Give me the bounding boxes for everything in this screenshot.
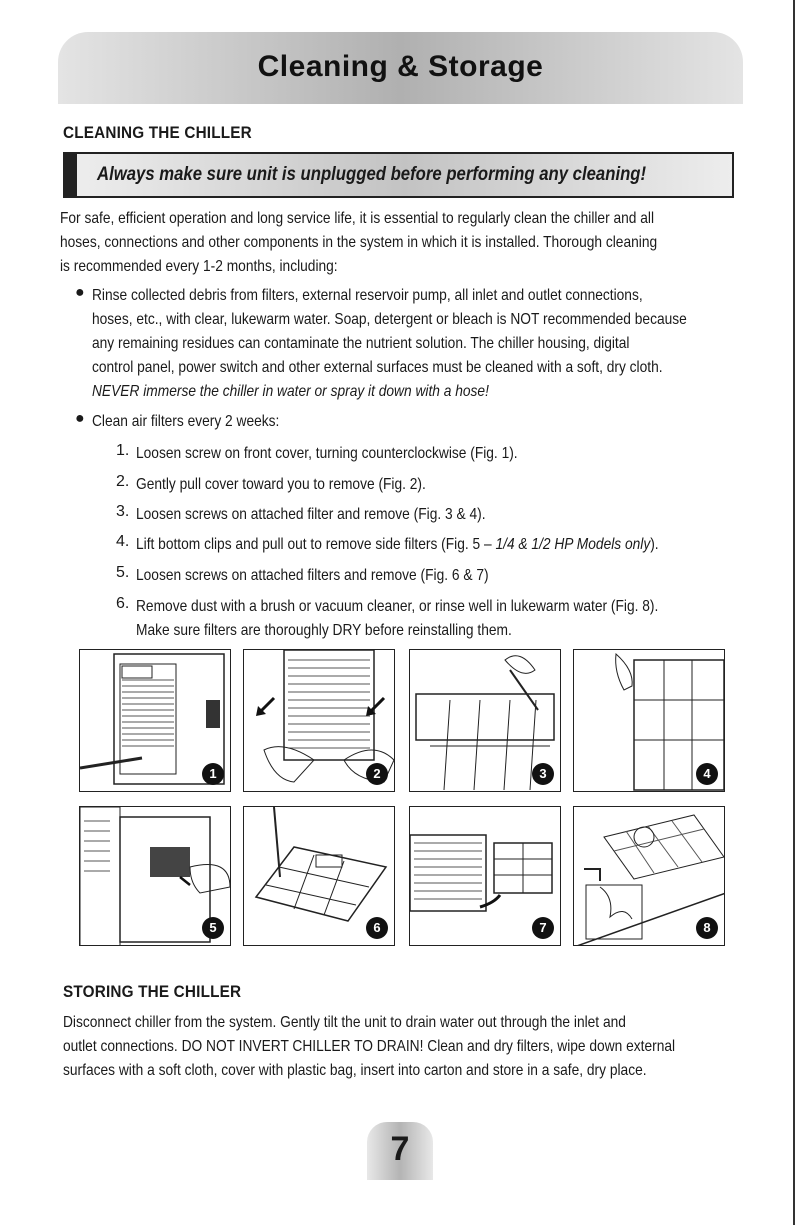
bullet1-line-3: any remaining residues can contaminate the nutrient solution. The chiller housing, digital	[92, 335, 630, 352]
step-number: 6.	[116, 595, 130, 612]
step-number: 1.	[116, 442, 130, 459]
figure-number-badge: 4	[696, 763, 718, 785]
step-text: Loosen screw on front cover, turning counterclockwise (Fig. 1).	[136, 445, 518, 462]
bullet-dot: ●	[75, 410, 85, 427]
step-number: 2.	[116, 473, 130, 490]
storing-heading: STORING THE CHILLER	[63, 982, 242, 1001]
bullet-dot: ●	[75, 284, 85, 301]
figure-number-badge: 1	[202, 763, 224, 785]
figure-number-badge: 5	[202, 917, 224, 939]
step-text: Loosen screws on attached filter and remove (Fig. 3 & 4).	[136, 506, 486, 523]
figure-1	[79, 649, 231, 792]
warning-box	[63, 152, 734, 198]
figure-number-badge: 7	[532, 917, 554, 939]
bullet1-note: NEVER immerse the chiller in water or spray it down with a hose!	[92, 383, 489, 400]
figure-number-badge: 2	[366, 763, 388, 785]
step-number: 3.	[116, 503, 130, 520]
step-number: 5.	[116, 564, 130, 581]
bullet1-line-1: Rinse collected debris from filters, external reservoir pump, all inlet and outlet connections,	[92, 287, 643, 304]
figure-number-badge: 6	[366, 917, 388, 939]
storing-line-3: surfaces with a soft cloth, cover with plastic bag, insert into carton and store in a safe, dry place.	[63, 1062, 647, 1079]
figure-3	[409, 649, 561, 792]
cleaning-heading: CLEANING THE CHILLER	[63, 123, 252, 142]
figure-6	[243, 806, 395, 946]
figure-number-badge: 3	[532, 763, 554, 785]
step-text: Gently pull cover toward you to remove (Fig. 2).	[136, 476, 426, 493]
step-text: Loosen screws on attached filters and remove (Fig. 6 & 7)	[136, 567, 489, 584]
step-text-end: ).	[650, 536, 659, 553]
step-text-main: Lift bottom clips and pull out to remove side filters (Fig. 5 –	[136, 536, 492, 553]
figure-8	[573, 806, 725, 946]
page-number: 7	[390, 1130, 410, 1168]
intro-line-2: hoses, connections and other components in the system in which it is installed. Thorough cleaning	[60, 234, 658, 251]
warning-text: Always make sure unit is unplugged before performing any cleaning!	[97, 164, 647, 185]
page-title: Cleaning & Storage	[257, 50, 544, 83]
intro-line-1: For safe, efficient operation and long service life, it is essential to regularly clean the chiller and all	[60, 210, 655, 227]
step-text-italic: 1/4 & 1/2 HP Models only	[495, 536, 651, 553]
bullet1-line-2: hoses, etc., with clear, lukewarm water. Soap, detergent or bleach is NOT recommended because	[92, 311, 687, 328]
storing-line-1: Disconnect chiller from the system. Gently tilt the unit to drain water out through the inlet and	[63, 1014, 626, 1031]
bullet1-line-4: control panel, power switch and other external surfaces must be cleaned with a soft, dry cloth.	[92, 359, 663, 376]
page-number-tab	[367, 1122, 433, 1180]
step-text-continued: Make sure filters are thoroughly DRY before reinstalling them.	[136, 622, 512, 639]
figure-2	[243, 649, 395, 792]
step-text: Remove dust with a brush or vacuum cleaner, or rinse well in lukewarm water (Fig. 8).	[136, 598, 659, 615]
header-banner	[58, 32, 743, 104]
figure-4	[573, 649, 725, 792]
step-text	[136, 533, 659, 556]
figure-7	[409, 806, 561, 946]
storing-line-2: outlet connections. DO NOT INVERT CHILLER TO DRAIN! Clean and dry filters, wipe down external	[63, 1038, 676, 1055]
step-number: 4.	[116, 533, 130, 550]
intro-line-3: is recommended every 1-2 months, including:	[60, 258, 338, 275]
figure-number-badge: 8	[696, 917, 718, 939]
bullet2-text: Clean air filters every 2 weeks:	[92, 413, 280, 430]
figure-5	[79, 806, 231, 946]
